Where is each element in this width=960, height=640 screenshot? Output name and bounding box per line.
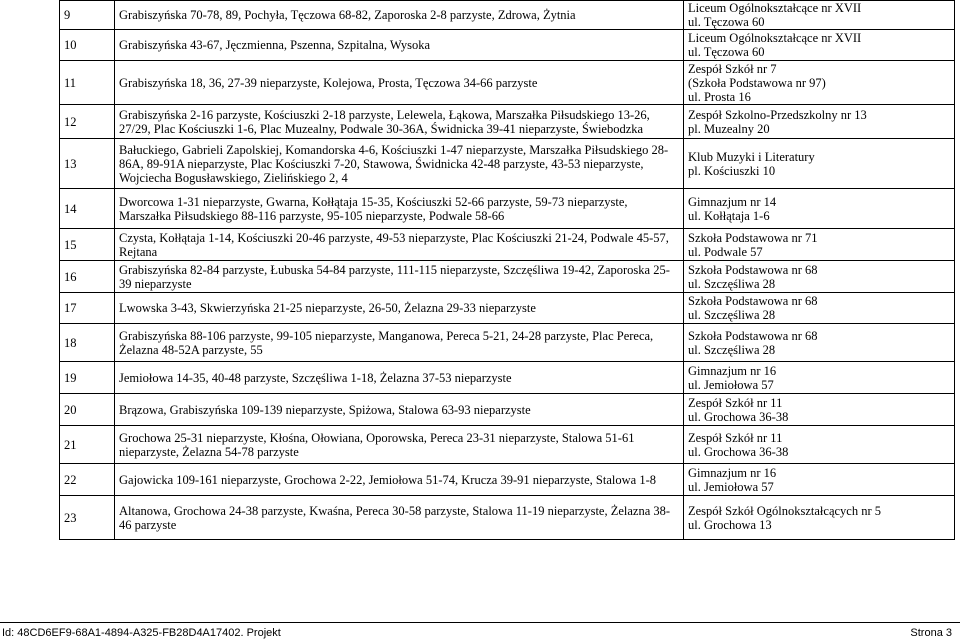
polling-location-line: Szkoła Podstawowa nr 71 [688,230,818,245]
polling-location [684,229,955,261]
polling-location [684,1,955,30]
district-streets: Dworcowa 1-31 nieparzyste, Gwarna, Kołłątaja 15-35, Kościuszki 52-66 parzyste, 59-73 nieparzyste, Marszałka Piłsudskiego 88-116 parzyste, 95-105 nieparzyste, Podwale 58-66 [115,189,684,229]
table-row [60,496,955,540]
district-streets: Jemiołowa 14-35, 40-48 parzyste, Szczęśliwa 1-18, Żelazna 37-53 nieparzyste [115,362,684,394]
polling-location [684,464,955,496]
district-streets: Lwowska 3-43, Skwierzyńska 21-25 nieparzyste, 26-50, Żelazna 29-33 nieparzyste [115,293,684,324]
polling-location-line: ul. Tęczowa 60 [688,45,765,59]
polling-location-line: Szkoła Podstawowa nr 68 [688,294,818,308]
polling-location-line: Szkoła Podstawowa nr 68 [688,328,818,343]
district-number: 10 [60,30,115,61]
district-streets: Grabiszyńska 18, 36, 27-39 nieparzyste, Kolejowa, Prosta, Tęczowa 34-66 parzyste [115,61,684,105]
polling-location-line: Liceum Ogólnokształcące nr XVII [688,1,862,15]
polling-location [684,496,955,540]
district-streets: Grabiszyńska 82-84 parzyste, Łubuska 54-84 parzyste, 111-115 nieparzyste, Szczęśliwa 19-42, Zaporoska 25-39 nieparzyste [115,261,684,293]
district-streets: Brązowa, Grabiszyńska 109-139 nieparzyste, Spiżowa, Stalowa 63-93 nieparzyste [115,394,684,426]
polling-location [684,394,955,426]
footer-document-id: Id: 48CD6EF9-68A1-4894-A325-FB28D4A17402. Projekt [2,627,281,639]
district-streets: Grabiszyńska 2-16 parzyste, Kościuszki 2-18 parzyste, Lelewela, Łąkowa, Marszałka Piłsudskiego 13-26, 27/29, Plac Kościuszki 1-6, Plac Muzealny, Podwale 30-36A, Świdnicka 39-41 nieparzyste, Świebodzka [115,105,684,139]
polling-location-line: Klub Muzyki i Literatury [688,149,815,164]
district-streets: Gajowicka 109-161 nieparzyste, Grochowa 2-22, Jemiołowa 51-74, Krucza 39-91 nieparzyste, Stalowa 1-8 [115,464,684,496]
district-streets: Bałuckiego, Gabrieli Zapolskiej, Komandorska 4-6, Kościuszki 1-47 nieparzyste, Marszałka Piłsudskiego 28-86A, 89-91A nieparzyste, Plac Kościuszki 7-20, Stawowa, Świdnicka 42-48 parzyste, 43-53 nieparzyste, Wojciecha Bogusławskiego, Zielińskiego 2, 4 [115,139,684,189]
table-row [60,61,955,105]
district-table [59,0,955,540]
table-row [60,1,955,30]
polling-location-line: Zespół Szkół nr 7 [688,61,777,76]
district-number: 23 [60,496,115,540]
district-number: 13 [60,139,115,189]
district-number: 22 [60,464,115,496]
district-number: 14 [60,189,115,229]
district-number: 20 [60,394,115,426]
polling-location-line: Gimnazjum nr 14 [688,194,777,209]
polling-location-line: pl. Kościuszki 10 [688,163,776,178]
table-row [60,139,955,189]
district-streets: Czysta, Kołłątaja 1-14, Kościuszki 20-46 parzyste, 49-53 nieparzyste, Plac Kościuszki 21-24, Podwale 45-57, Rejtana [115,229,684,261]
polling-location [684,30,955,61]
polling-location-line: Liceum Ogólnokształcące nr XVII [688,31,862,45]
polling-location [684,105,955,139]
table-row [60,293,955,324]
polling-location [684,426,955,464]
district-number: 19 [60,362,115,394]
polling-location-line: ul. Kołłątaja 1-6 [688,208,770,223]
table-row [60,464,955,496]
polling-location-line: Zespół Szkół nr 11 [688,395,783,410]
table-row [60,362,955,394]
district-streets: Grabiszyńska 70-78, 89, Pochyła, Tęczowa 68-82, Zaporoska 2-8 parzyste, Zdrowa, Żytnia [115,1,684,30]
district-number: 11 [60,61,115,105]
table-row [60,229,955,261]
district-number: 16 [60,261,115,293]
table-row [60,105,955,139]
polling-location-line: ul. Prosta 16 [688,89,751,104]
polling-location [684,61,955,105]
polling-location-line: Zespół Szkół Ogólnokształcących nr 5 [688,503,882,518]
polling-location-line: Gimnazjum nr 16 [688,465,777,480]
polling-location-line: ul. Jemiołowa 57 [688,479,774,494]
table-row [60,261,955,293]
district-number: 15 [60,229,115,261]
district-streets: Grochowa 25-31 nieparzyste, Kłośna, Ołowiana, Oporowska, Pereca 23-31 nieparzyste, Stalowa 51-61 nieparzyste, Żelazna 54-78 parzyste [115,426,684,464]
polling-location-line: ul. Grochowa 13 [688,517,772,532]
polling-location-line: ul. Szczęśliwa 28 [688,308,776,322]
district-number: 18 [60,324,115,362]
district-number: 17 [60,293,115,324]
polling-location-line: Zespół Szkół nr 11 [688,430,783,445]
polling-location-line: Gimnazjum nr 16 [688,363,777,378]
district-streets: Grabiszyńska 88-106 parzyste, 99-105 nieparzyste, Manganowa, Pereca 5-21, 24-28 parzyste, Plac Pereca, Żelazna 48-52A parzyste, 55 [115,324,684,362]
polling-location-line: (Szkoła Podstawowa nr 97) [688,75,826,90]
table-row [60,189,955,229]
district-number: 12 [60,105,115,139]
polling-location-line: ul. Podwale 57 [688,244,763,259]
polling-location-line: pl. Muzealny 20 [688,121,770,136]
table-row [60,324,955,362]
table-row [60,394,955,426]
polling-location [684,293,955,324]
footer-divider [0,622,960,623]
footer-page-number: Strona 3 [910,627,952,639]
table-row [60,426,955,464]
polling-location-line: Zespół Szkolno-Przedszkolny nr 13 [688,107,867,122]
polling-location [684,189,955,229]
district-number: 21 [60,426,115,464]
polling-location [684,261,955,293]
polling-location-line: ul. Grochowa 36-38 [688,444,789,459]
polling-location [684,362,955,394]
district-streets: Grabiszyńska 43-67, Jęczmienna, Pszenna, Szpitalna, Wysoka [115,30,684,61]
polling-location [684,139,955,189]
district-number: 9 [60,1,115,30]
polling-location-line: Szkoła Podstawowa nr 68 [688,262,818,277]
polling-location-line: ul. Jemiołowa 57 [688,377,774,392]
table-row [60,30,955,61]
polling-location-line: ul. Tęczowa 60 [688,15,765,29]
polling-location [684,324,955,362]
polling-location-line: ul. Szczęśliwa 28 [688,276,776,291]
polling-location-line: ul. Szczęśliwa 28 [688,342,776,357]
district-streets: Altanowa, Grochowa 24-38 parzyste, Kwaśna, Pereca 30-58 parzyste, Stalowa 11-19 nieparzyste, Żelazna 38-46 parzyste [115,496,684,540]
polling-location-line: ul. Grochowa 36-38 [688,409,789,424]
